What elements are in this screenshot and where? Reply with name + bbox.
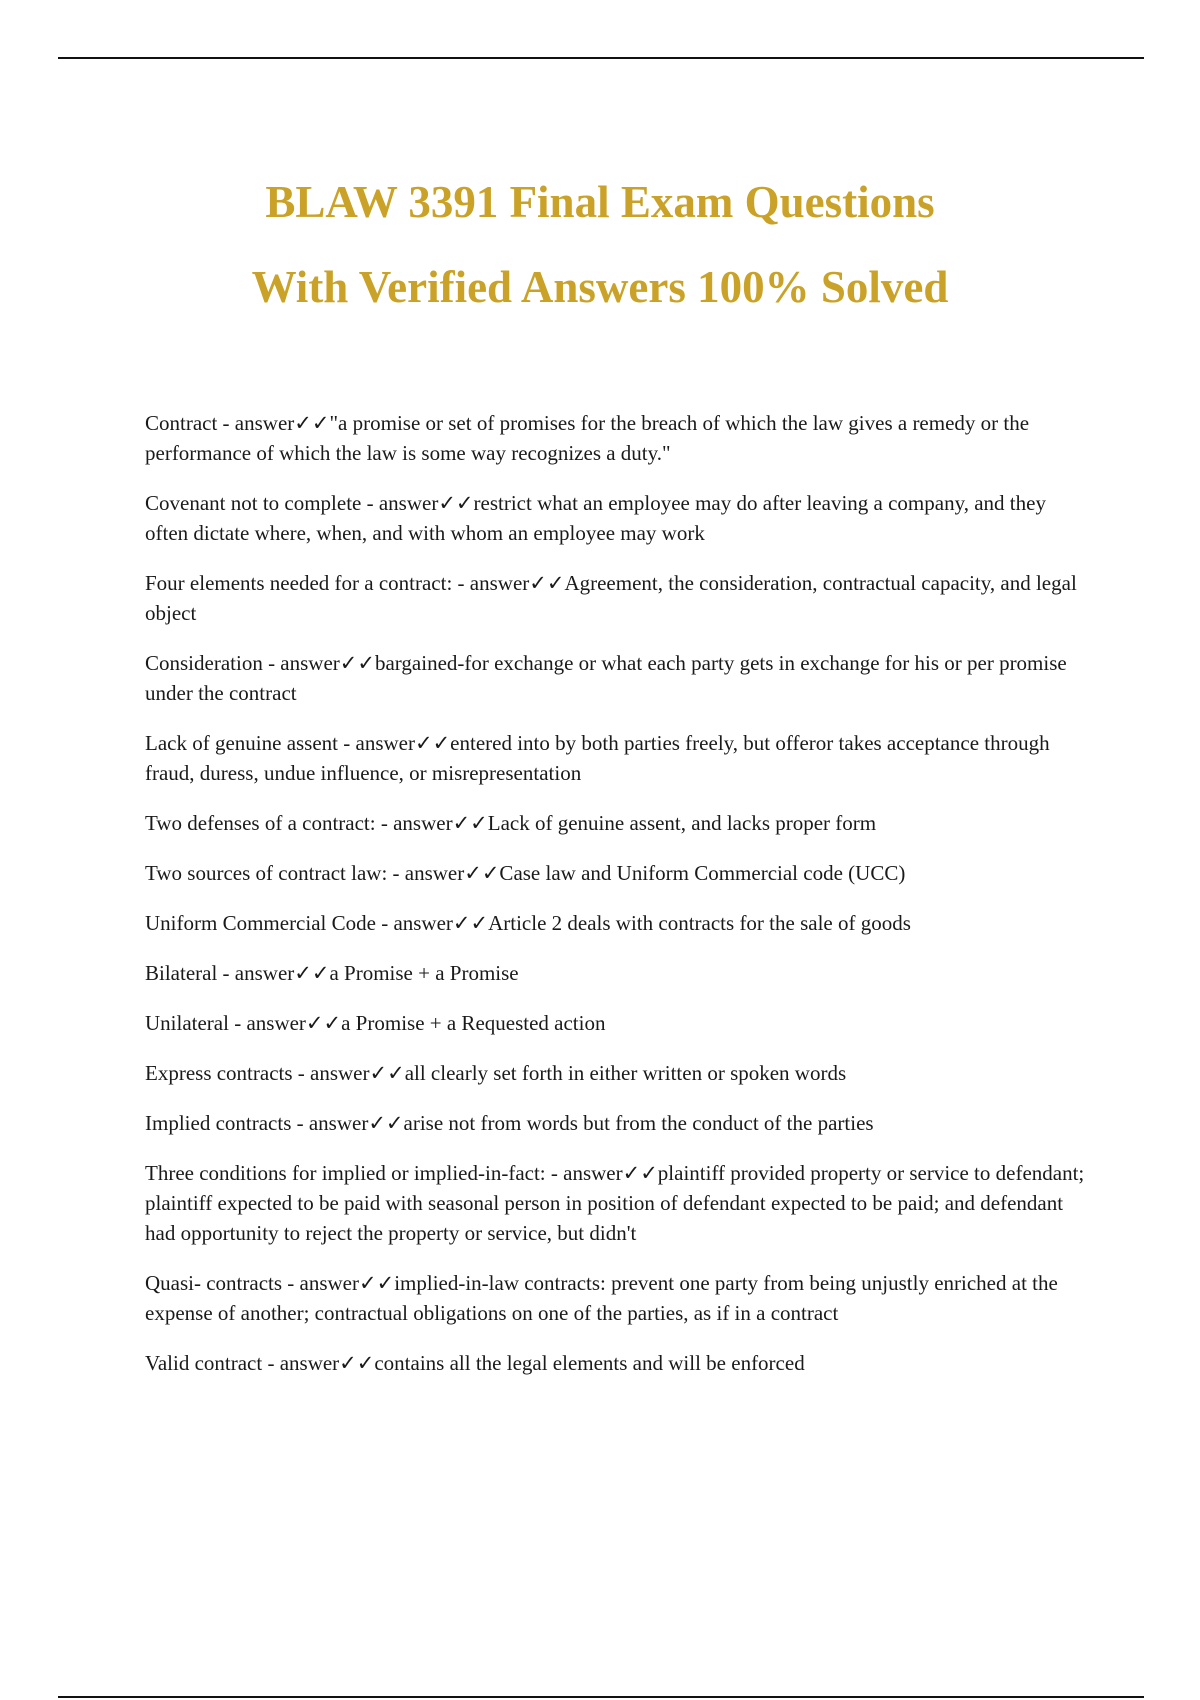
qa-item-two-defenses: Two defenses of a contract: - answer✓✓Lack of genuine assent, and lacks proper form — [145, 811, 877, 835]
qa-item-consideration: Consideration - answer✓✓bargained-for exchange or what each party gets in exchange for his or per promise under the contract — [145, 651, 1067, 705]
qa-item-implied: Implied contracts - answer✓✓arise not from words but from the conduct of the parties — [145, 1111, 874, 1135]
qa-item-covenant: Covenant not to complete - answer✓✓restrict what an employee may do after leaving a company, and they often dictate where, when, and with whom an employee may work — [145, 491, 1046, 545]
qa-item-quasi: Quasi- contracts - answer✓✓implied-in-law contracts: prevent one party from being unjustly enriched at the expense of another; contractual obligations on one of the parties, as if in a contract — [145, 1271, 1058, 1325]
title-line-1: BLAW 3391 Final Exam Questions — [265, 177, 935, 227]
qa-item-three-conditions: Three conditions for implied or implied-in-fact: - answer✓✓plaintiff provided property or service to defendant; plaintiff expected to be paid with seasonal person in position of defendant expected to be paid; and defendant had opportunity to reject the property or service, but didn't — [145, 1161, 1085, 1245]
top-rule — [58, 57, 1144, 59]
qa-item-ucc: Uniform Commercial Code - answer✓✓Article 2 deals with contracts for the sale of goods — [145, 911, 911, 935]
qa-item-contract: Contract - answer✓✓"a promise or set of promises for the breach of which the law gives a remedy or the performance of which the law is some way recognizes a duty." — [145, 411, 1030, 465]
title-line-2: With Verified Answers 100% Solved — [251, 262, 949, 312]
bottom-rule — [58, 1696, 1144, 1698]
qa-item-express: Express contracts - answer✓✓all clearly set forth in either written or spoken words — [145, 1061, 847, 1085]
qa-item-four-elements: Four elements needed for a contract: - answer✓✓Agreement, the consideration, contractual capacity, and legal object — [145, 571, 1077, 625]
qa-item-bilateral: Bilateral - answer✓✓a Promise + a Promise — [145, 961, 519, 985]
qa-item-valid: Valid contract - answer✓✓contains all the legal elements and will be enforced — [145, 1351, 805, 1375]
qa-item-genuine-assent: Lack of genuine assent - answer✓✓entered into by both parties freely, but offeror takes acceptance through fraud, duress, undue influence, or misrepresentation — [145, 731, 1050, 785]
qa-item-two-sources: Two sources of contract law: - answer✓✓Case law and Uniform Commercial code (UCC) — [145, 861, 906, 885]
qa-list — [145, 408, 1090, 1398]
qa-item-unilateral: Unilateral - answer✓✓a Promise + a Requested action — [145, 1011, 606, 1035]
document-title — [0, 160, 1200, 330]
